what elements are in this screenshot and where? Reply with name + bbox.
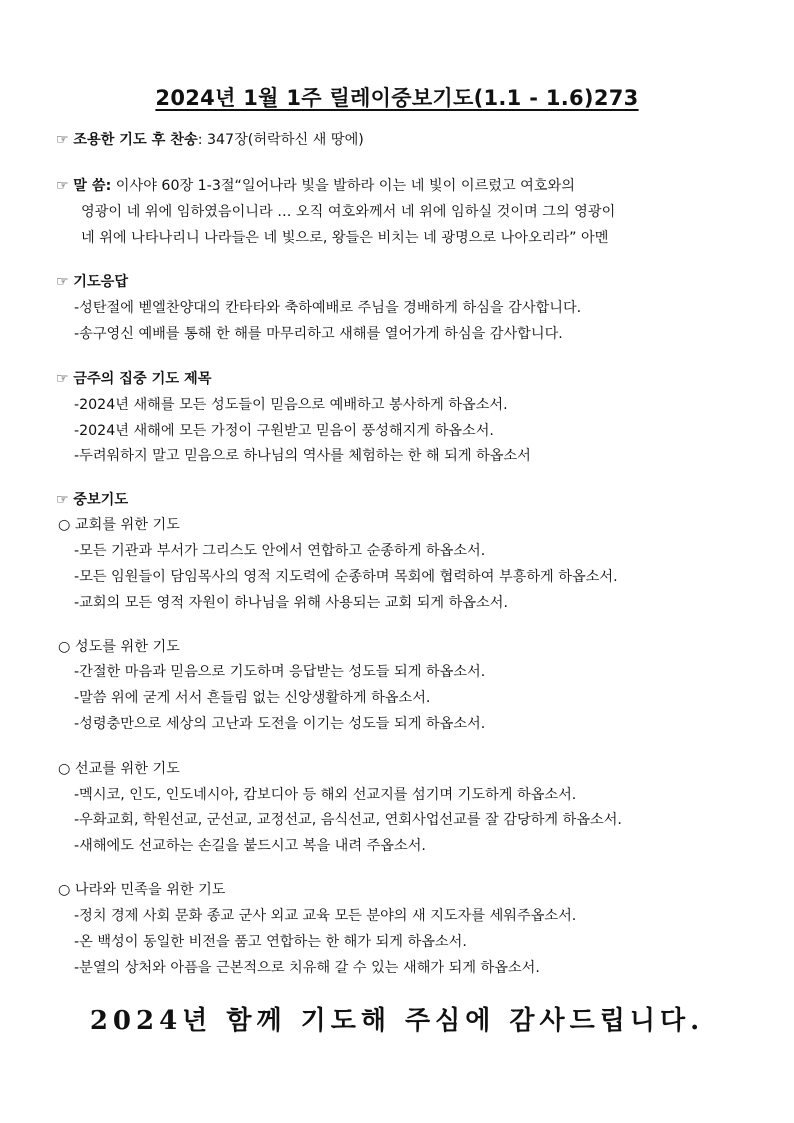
word-text-1: 이사야 60장 1-3절“일어나라 빛을 발하라 이는 네 빛이 이르렀고 여호와의 — [111, 178, 575, 194]
group-title-text: 성도를 위한 기도 — [74, 639, 180, 655]
group-title-church — [58, 515, 180, 535]
focus-heading — [56, 369, 211, 389]
group-title-text: 나라와 민족을 위한 기도 — [74, 882, 226, 898]
group-title-nation — [58, 880, 226, 900]
circle-icon: ○ — [58, 761, 71, 777]
intercession-heading-text: 중보기도 — [73, 492, 129, 508]
circle-icon: ○ — [58, 882, 71, 898]
prayer-item: -성령충만으로 세상의 고난과 도전을 이기는 성도들 되게 하옵소서. — [74, 716, 486, 732]
hymn-text: : 347장(허락하신 새 땅에) — [197, 132, 364, 148]
answer-item: -성탄절에 벧엘찬양대의 칸타타와 축하예배로 주님을 경배하게 하심을 감사합니다. — [74, 300, 582, 316]
focus-heading-text: 금주의 집중 기도 제목 — [73, 371, 212, 387]
prayer-item: -말씀 위에 굳게 서서 흔들림 없는 신앙생활하게 하옵소서. — [74, 690, 431, 706]
focus-item: -2024년 새해에 모든 가정이 구원받고 믿음이 풍성해지게 하옵소서. — [74, 423, 494, 439]
prayer-item: -모든 기관과 부서가 그리스도 안에서 연합하고 순종하게 하옵소서. — [74, 543, 486, 559]
group-title-mission — [58, 759, 180, 779]
prayer-item: -모든 임원들이 담임목사의 영적 지도력에 순종하며 목회에 협력하여 부흥하게 하옵소서. — [74, 569, 618, 585]
answers-heading-text: 기도응답 — [73, 274, 129, 290]
prayer-item: -새해에도 선교하는 손길을 붙드시고 복을 내려 주옵소서. — [74, 838, 426, 854]
pointing-hand-icon: ☞ — [56, 492, 69, 508]
word-line-1 — [56, 176, 575, 196]
pointing-hand-icon: ☞ — [56, 132, 69, 148]
pointing-hand-icon: ☞ — [56, 371, 69, 387]
focus-item: -두려워하지 말고 믿음으로 하나님의 역사를 체험하는 한 해 되게 하옵소서 — [74, 448, 531, 464]
page-title: 2024년 1월 1주 릴레이중보기도(1.1 - 1.6)273 — [155, 86, 639, 110]
prayer-item: -멕시코, 인도, 인도네시아, 캄보디아 등 해외 선교지를 섬기며 기도하게 하옵소서. — [74, 787, 577, 803]
pointing-hand-icon: ☞ — [56, 274, 69, 290]
group-title-text: 선교를 위한 기도 — [74, 761, 180, 777]
word-text-3: 네 위에 나타나리니 나라들은 네 빛으로, 왕들은 비치는 네 광명으로 나아오리라” 아멘 — [81, 230, 609, 246]
circle-icon: ○ — [58, 517, 71, 533]
answers-heading — [56, 272, 128, 292]
pointing-hand-icon: ☞ — [56, 178, 69, 194]
hymn-label: 조용한 기도 후 찬송 — [73, 132, 198, 148]
hymn-line — [56, 130, 364, 150]
word-text-2: 영광이 네 위에 임하였음이니라 … 오직 여호와께서 네 위에 임하실 것이며 그의 영광이 — [81, 204, 616, 220]
group-title-text: 교회를 위한 기도 — [74, 517, 180, 533]
prayer-item: -온 백성이 동일한 비전을 품고 연합하는 한 해가 되게 하옵소서. — [74, 934, 467, 950]
closing-message: 2024년 함께 기도해 주심에 감사드립니다. — [89, 1006, 705, 1036]
answer-item: -송구영신 예배를 통해 한 해를 마무리하고 새해를 열어가게 하심을 감사합니다. — [74, 326, 563, 342]
focus-item: -2024년 새해를 모든 성도들이 믿음으로 예배하고 봉사하게 하옵소서. — [74, 397, 508, 413]
word-label: 말 씀: — [73, 178, 112, 194]
prayer-item: -교회의 모든 영적 자원이 하나님을 위해 사용되는 교회 되게 하옵소서. — [74, 595, 508, 611]
prayer-item: -우화교회, 학원선교, 군선교, 교정선교, 음식선교, 연회사업선교를 잘 감당하게 하옵소서. — [74, 812, 622, 828]
prayer-item: -간절한 마음과 믿음으로 기도하며 응답받는 성도들 되게 하옵소서. — [74, 664, 486, 680]
intercession-heading — [56, 490, 128, 510]
prayer-item: -정치 경제 사회 문화 종교 군사 외교 교육 모든 분야의 새 지도자를 세워주옵소서. — [74, 908, 577, 924]
circle-icon: ○ — [58, 639, 71, 655]
prayer-item: -분열의 상처와 아픔을 근본적으로 치유해 갈 수 있는 새해가 되게 하옵소서. — [74, 960, 540, 976]
group-title-saints — [58, 637, 180, 657]
